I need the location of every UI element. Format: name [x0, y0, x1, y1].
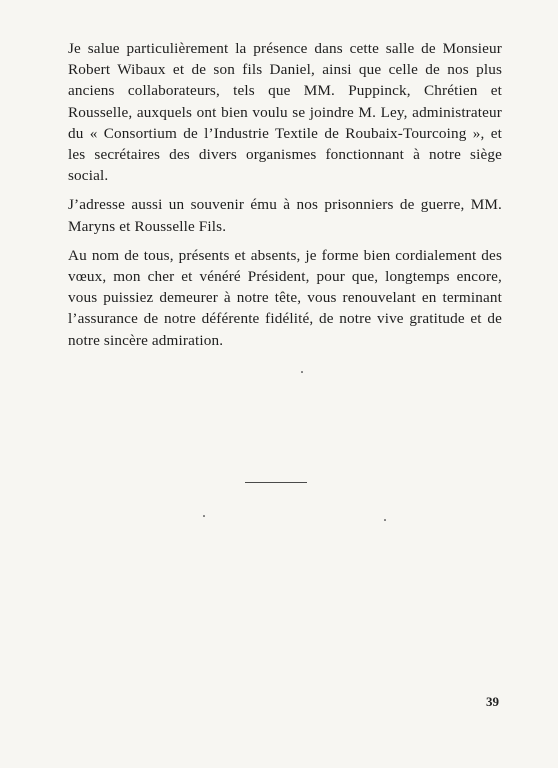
paper-speck: [384, 519, 386, 521]
body-text: [68, 38, 502, 359]
paper-speck: [301, 371, 303, 373]
paper-speck: [203, 515, 205, 517]
section-separator: [245, 482, 307, 483]
paragraph-greetings: Je salue particulièrement la présence dans cette salle de Monsieur Robert Wibaux et de son fils Daniel, ainsi que celle de nos plus anciens collaborateurs, tels que MM. Puppinck, Chrétien et Rousselle, auxquels ont bien voulu se joindre M. Ley, administrateur du « Consortium de l’Industrie Textile de Roubaix-Tourcoing », et les secrétaires des divers organismes fonctionnant à notre siège social.: [68, 40, 502, 185]
page-number: 39: [486, 694, 499, 709]
paragraph-prisoners: J’adresse aussi un souvenir ému à nos prisonniers de guerre, MM. Maryns et Rousselle Fils.: [68, 196, 502, 235]
paragraph-wishes: Au nom de tous, présents et absents, je forme bien cordialement des vœux, mon cher et vénéré Président, pour que, longtemps encore, vous puissiez demeurer à notre tête, vous renouvelant en terminant l’assurance de notre déférente fidélité, de notre vive gratitude et de notre sincère admiration.: [68, 246, 502, 349]
